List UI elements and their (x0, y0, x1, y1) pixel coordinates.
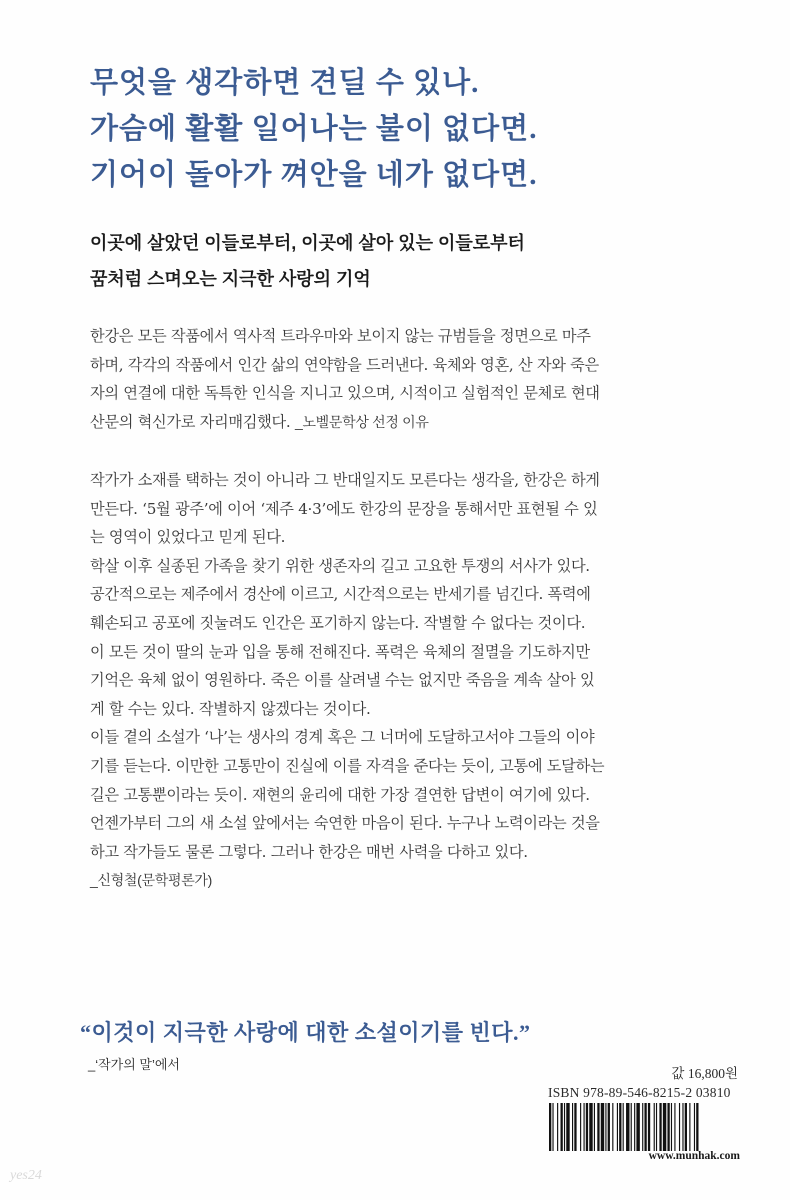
author-quote: “이것이 지극한 사랑에 대한 소설이기를 빈다.” (80, 1020, 531, 1045)
barcode-bar (608, 1103, 610, 1151)
barcode-bar (617, 1103, 618, 1151)
barcode-bar (674, 1103, 675, 1151)
barcode-graphic (548, 1103, 744, 1151)
subheadline-line: 꿈처럼 스며오는 지극한 사랑의 기억 (90, 269, 371, 289)
review-line: 게 할 수는 있다. 작별하지 않겠다는 것이다. (90, 699, 371, 718)
barcode-bar (634, 1103, 635, 1151)
headline (90, 60, 710, 198)
barcode-bar (689, 1103, 690, 1151)
review-line: 이 모든 것이 딸의 눈과 입을 통해 전해진다. 폭력은 육체의 절멸을 기도하지만 (90, 642, 590, 661)
headline-line: 무엇을 생각하면 견딜 수 있나. (90, 67, 480, 99)
review-attribution: _신형철(문학평론가) (90, 872, 213, 889)
subheadline (90, 225, 710, 297)
review-line: 학살 이후 실종된 가족을 찾기 위한 생존자의 길고 고요한 투쟁의 서사가 있다. (90, 556, 590, 575)
barcode-bar (584, 1103, 585, 1151)
isbn-barcode (548, 1103, 744, 1151)
review-line: 길은 고통뿐이라는 듯이. 재현의 윤리에 대한 가장 결연한 답변이 여기에 있다. (90, 785, 590, 804)
barcode-bar (623, 1103, 624, 1151)
subheadline-line: 이곳에 살았던 이들로부터, 이곳에 살아 있는 이들로부터 (90, 233, 525, 253)
barcode-bar (564, 1103, 565, 1151)
review-line: 이들 곁의 소설가 ‘나’는 생사의 경계 혹은 그 너머에 도달하고서야 그들의 이야 (90, 728, 595, 747)
barcode-bar (696, 1103, 698, 1151)
barcode-bar (654, 1103, 655, 1151)
review-line: 작가가 소재를 택하는 것이 아니라 그 반대일지도 모른다는 생각을, 한강은 하게 (90, 471, 600, 489)
citation-line (90, 408, 710, 437)
publisher-website: www.munhak.com (648, 1150, 740, 1162)
critic-review (90, 466, 710, 895)
barcode-bar (679, 1103, 680, 1151)
barcode-bar (631, 1103, 632, 1151)
barcode-bar (659, 1103, 661, 1151)
review-line: 만든다. ‘5월 광주’에 이어 ‘제주 4·3’에도 한강의 문장을 통해서만 표현될 수 있 (90, 499, 598, 518)
barcode-bar (656, 1103, 657, 1151)
barcode-bar (586, 1103, 588, 1151)
citation-last-line: 산문의 혁신가로 자리매김했다. (90, 412, 291, 431)
review-line: 언젠가부터 그의 새 소설 앞에서는 숙연한 마음이 된다. 누구나 노력이라는 것을 (90, 814, 600, 833)
isbn-label: ISBN 978-89-546-8215-2 03810 (548, 1085, 731, 1100)
barcode-bar (552, 1103, 553, 1151)
barcode-bar (561, 1103, 563, 1151)
citation-line: 자의 연결에 대한 독특한 인식을 지니고 있으며, 시적이고 실험적인 문체로 현대 (90, 384, 600, 403)
barcode-bar (574, 1103, 576, 1151)
barcode-bar (572, 1103, 573, 1151)
barcode-bar (682, 1103, 683, 1151)
barcode-bar (619, 1103, 621, 1151)
citation-line: 하며, 각각의 작품에서 인간 삶의 연약함을 드러낸다. 육체와 영혼, 산 자와 죽은 (90, 355, 599, 374)
nobel-citation (90, 322, 710, 436)
barcode-bar (589, 1103, 592, 1151)
author-quote-source: _‘작가의 말’에서 (88, 1057, 180, 1072)
review-line: 기억은 육체 없이 영원하다. 죽은 이를 살려낼 수는 없지만 죽음을 계속 살아 있 (90, 671, 595, 690)
watermark: yes24 (10, 1168, 42, 1183)
citation-line: 한강은 모든 작품에서 역사적 트라우마와 보이지 않는 규범들을 정면으로 마주 (90, 327, 591, 345)
barcode-bar (557, 1103, 558, 1151)
barcode-bar (549, 1103, 551, 1151)
barcode-bar (612, 1103, 613, 1151)
barcode-bar (642, 1103, 643, 1151)
barcode-bar (636, 1103, 639, 1151)
price-label: 값 16,800원 (671, 1066, 738, 1081)
barcode-bar (580, 1103, 581, 1151)
barcode-bar (626, 1103, 629, 1151)
barcode-bar (648, 1103, 650, 1151)
barcode-bar (667, 1103, 669, 1151)
barcode-bar (605, 1103, 606, 1151)
review-line: 훼손되고 공포에 짓눌려도 인간은 포기하지 않는다. 작별할 수 없다는 것이다. (90, 613, 586, 632)
headline-line: 기어이 돌아가 껴안을 네가 없다면. (90, 159, 538, 191)
barcode-bar (663, 1103, 666, 1151)
citation-attribution: _노벨문학상 선정 이유 (294, 413, 429, 430)
review-line: 하고 작가들도 물론 그렇다. 그러나 한강은 매번 사력을 다하고 있다. (90, 842, 528, 861)
review-line: 는 영역이 있었다고 믿게 된다. (90, 528, 286, 547)
barcode-bar (644, 1103, 646, 1151)
barcode-bar (694, 1103, 695, 1151)
headline-line: 가슴에 활활 일어나는 불이 없다면. (90, 113, 538, 145)
barcode-bar (671, 1103, 672, 1151)
barcode-bar (566, 1103, 569, 1151)
review-line: 기를 듣는다. 이만한 고통만이 진실에 이를 자격을 준다는 듯이, 고통에 도달하는 (90, 756, 605, 775)
review-line: 공간적으로는 제주에서 경산에 이르고, 시간적으로는 반세기를 넘긴다. 폭력에 (90, 585, 591, 604)
barcode-bar (601, 1103, 604, 1151)
barcode-bar (594, 1103, 595, 1151)
barcode-bar (597, 1103, 599, 1151)
barcode-bar (685, 1103, 687, 1151)
